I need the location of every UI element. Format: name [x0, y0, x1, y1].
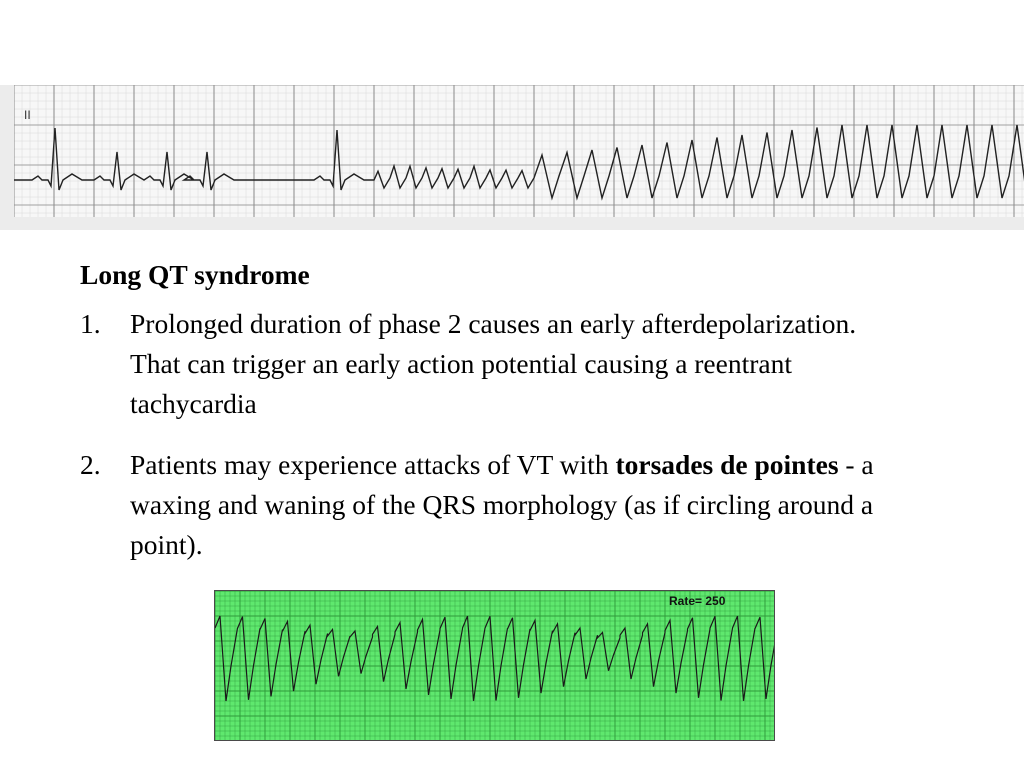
list-number: 1.	[80, 308, 101, 339]
list-item-text-before: Patients may experience attacks of VT with	[130, 449, 616, 480]
list-item	[80, 304, 880, 424]
torsades-ecg-graphic	[215, 591, 775, 741]
ecg-lead-label: II	[24, 108, 31, 122]
list-number: 2.	[80, 449, 101, 480]
rate-label: Rate= 250	[669, 594, 726, 608]
list-item-text: Prolonged duration of phase 2 causes an early afterdepolarization. That can trigger an early action potential causing a reentrant tachycardia	[130, 308, 857, 419]
slide-heading: Long QT syndrome	[80, 259, 310, 290]
slide-content	[80, 255, 880, 586]
list-item	[80, 445, 880, 565]
torsades-ecg-strip	[214, 590, 775, 741]
list-item-text-after: - a waxing and waning of the QRS morphology (as if circling around a point).	[130, 449, 874, 560]
torsades-term: torsades de pointes	[615, 449, 839, 480]
ecg-rhythm-strip-graphic	[14, 85, 1024, 230]
ecg-rhythm-strip	[0, 85, 1024, 230]
